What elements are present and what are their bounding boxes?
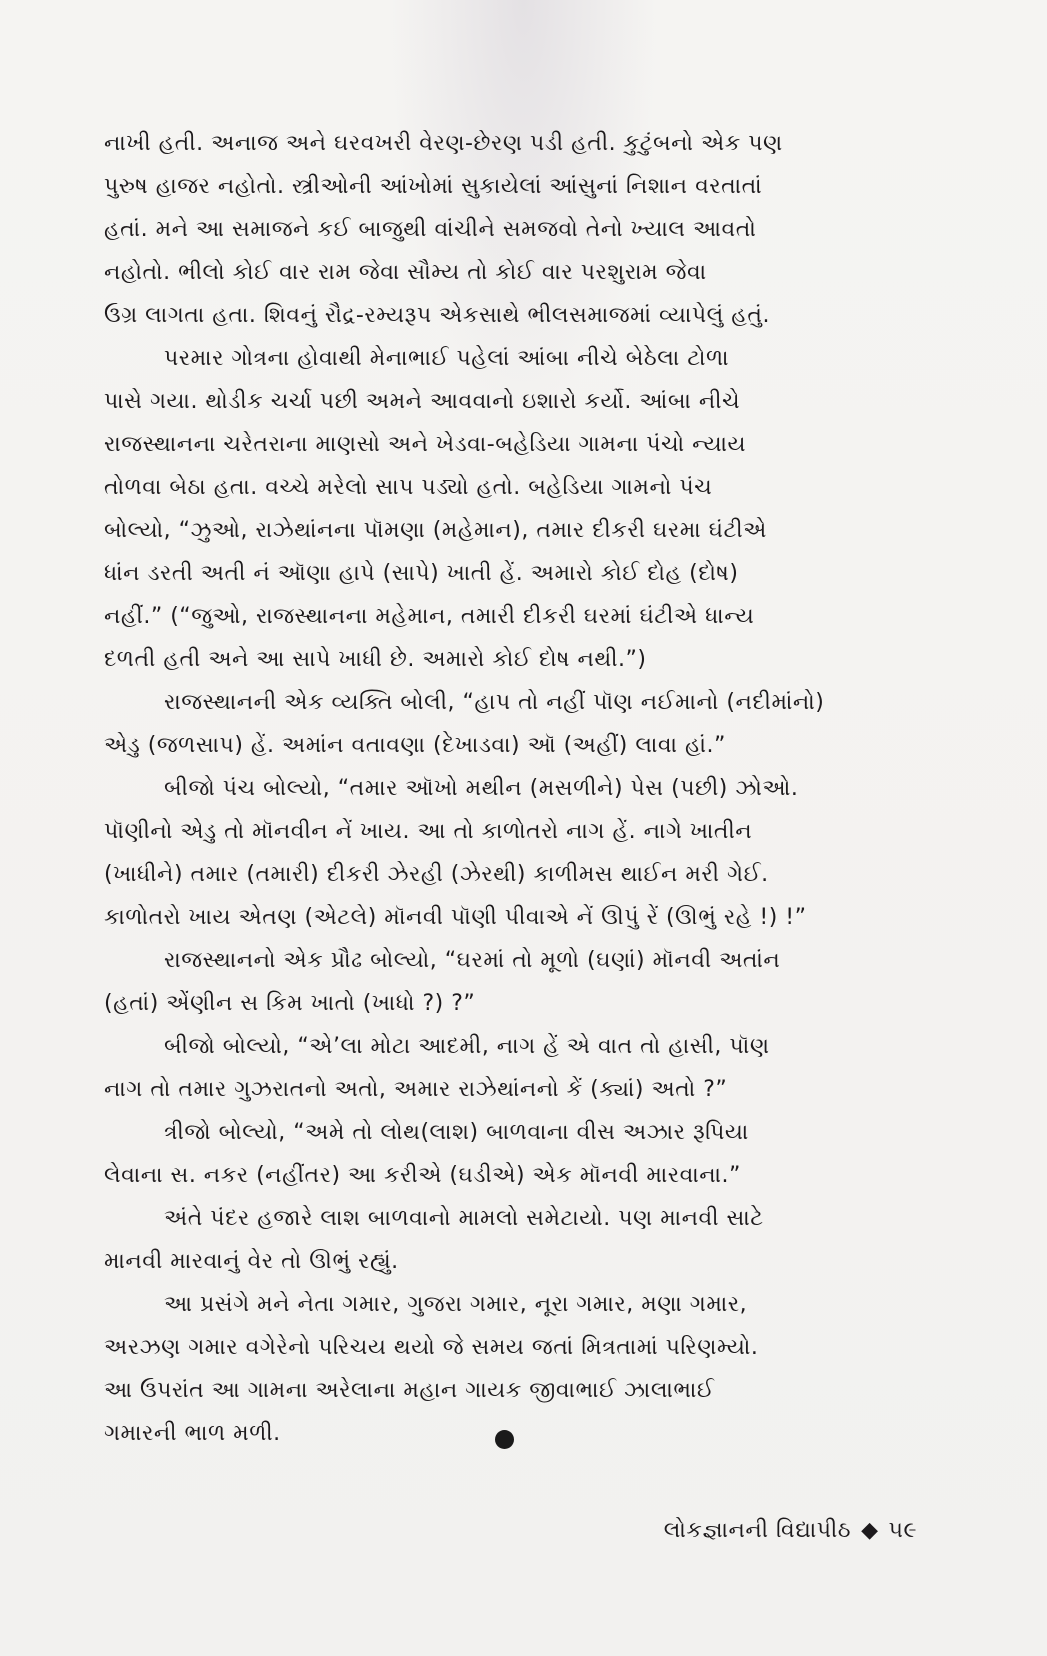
text-line: પરમાર ગોત્રના હોવાથી મેનાભાઈ પહેલાં આંબા નીચે બેઠેલા ટોળા	[164, 346, 730, 371]
text-line: માનવી મારવાનું વેર તો ઊભું રહ્યું.	[104, 1249, 399, 1274]
text-line: નાખી હતી. અનાજ અને ઘરવખરી વેરણ-છેરણ પડી હતી. કુટુંબનો એક પણ	[104, 131, 783, 156]
text-line: બોલ્યો, “ઝુઓ, રાઝેથાંનના પૉમણા (મહેમાન), તમાર દીકરી ઘરમા ઘંટીએ	[104, 518, 767, 543]
text-line: એડુ (જળસાપ) હેં. અમાંન વતાવણા (દેખાડવા) ઑ (અહીં) લાવા હાં.”	[104, 733, 726, 758]
text-line: આ ઉપરાંત આ ગામના અરેલાના મહાન ગાયક જીવાભાઈ ઝાલાભાઈ	[104, 1378, 715, 1403]
text-line: (હતાં) એંણીન સ કિમ ખાતો (ખાધો ?) ?”	[104, 991, 476, 1016]
text-line: ધાંન ડરતી અતી નં ઑણા હાપે (સાપે) ખાતી હેં. અમારો કોઈ દોહ (દોષ)	[104, 561, 739, 586]
text-line: નહોતો. ભીલો કોઈ વાર રામ જેવા સૌમ્ય તો કોઈ વાર પરશુરામ જેવા	[104, 260, 707, 285]
text-line: નહીં.” (“જુઓ, રાજસ્થાનના મહેમાન, તમારી દીકરી ઘરમાં ઘંટીએ ધાન્ય	[104, 604, 755, 629]
text-line: રાજસ્થાનના ચરેતરાના માણસો અને ખેડવા-બહેડિયા ગામના પંચો ન્યાય	[104, 432, 747, 457]
text-line: હતાં. મને આ સમાજને કઈ બાજુથી વાંચીને સમજવો તેનો ખ્યાલ આવતો	[104, 217, 757, 242]
text-line: ત્રીજો બોલ્યો, “અમે તો લોથ(લાશ) બાળવાના વીસ અઝાર રૂપિયા	[164, 1120, 749, 1145]
text-line: નાગ તો તમાર ગુઝરાતનો અતો, અમાર રાઝેથાંનનો કેં (ક્યાં) અતો ?”	[104, 1077, 728, 1102]
text-line: પૉણીનો એડુ તો મૉનવીન નેં ખાય. આ તો કાળોતરો નાગ હેં. નાગે ખાતીન	[104, 819, 753, 844]
text-line: અરઝણ ગમાર વગેરેનો પરિચય થયો જે સમય જતાં મિત્રતામાં પરિણમ્યો.	[104, 1335, 759, 1360]
text-line: બીજો બોલ્યો, “એ’લા મોટા આદમી, નાગ હેં એ વાત તો હાસી, પૉણ	[164, 1034, 770, 1059]
page-number: ૫૯	[888, 1518, 917, 1543]
text-line: અંતે પંદર હજારે લાશ બાળવાનો મામલો સમેટાયો. પણ માનવી સાટે	[164, 1206, 764, 1231]
text-line: રાજસ્થાનનો એક પ્રૌઢ બોલ્યો, “ઘરમાં તો મૂળો (ઘણાં) મૉનવી અતાંન	[164, 948, 781, 973]
footer-diamond-icon: ◆	[861, 1518, 879, 1543]
text-line: ગમારની ભાળ મળી.	[104, 1421, 281, 1446]
body-text	[104, 122, 924, 1455]
book-title: લોકજ્ઞાનની વિદ્યાપીઠ	[663, 1518, 852, 1543]
text-line: પાસે ગયા. થોડીક ચર્ચા પછી અમને આવવાનો ઇશારો કર્યો. આંબા નીચે	[104, 389, 741, 414]
page-footer	[664, 1518, 917, 1543]
text-line: ઉગ્ર લાગતા હતા. શિવનું રૌદ્ર-રમ્યરૂપ એકસાથે ભીલસમાજમાં વ્યાપેલું હતું.	[104, 303, 770, 328]
text-line: લેવાના સ. નકર (નહીંતર) આ કરીએ (ઘડીએ) એક મૉનવી મારવાના.”	[104, 1163, 741, 1188]
text-line: કાળોતરો ખાય એતણ (એટલે) મૉનવી પૉણી પીવાએ નેં ઊપું રેં (ઊભું રહે !) !”	[104, 905, 807, 930]
text-line: પુરુષ હાજર નહોતો. સ્ત્રીઓની આંખોમાં સુકાયેલાં આંસુનાં નિશાન વરતાતાં	[104, 174, 763, 199]
text-line: તોળવા બેઠા હતા. વચ્ચે મરેલો સાપ પડ્યો હતો. બહેડિયા ગામનો પંચ	[104, 475, 713, 500]
text-line: દળતી હતી અને આ સાપે ખાધી છે. અમારો કોઈ દોષ નથી.”)	[104, 647, 647, 672]
text-line: (ખાધીને) તમાર (તમારી) દીકરી ઝેરહી (ઝેરથી) કાળીમસ થાઈન મરી ગેઈ.	[104, 862, 769, 887]
text-line: બીજો પંચ બોલ્યો, “તમાર ઑખો મથીન (મસળીને) પેસ (પછી) ઝોઓ.	[164, 776, 799, 801]
text-line: આ પ્રસંગે મને નેતા ગમાર, ગુજરા ગમાર, નૂરા ગમાર, મણા ગમાર,	[164, 1292, 748, 1317]
section-end-bullet	[495, 1430, 514, 1449]
text-line: રાજસ્થાનની એક વ્યક્તિ બોલી, “હાપ તો નહીં પૉણ નઈમાનો (નદીમાંનો)	[164, 690, 825, 715]
